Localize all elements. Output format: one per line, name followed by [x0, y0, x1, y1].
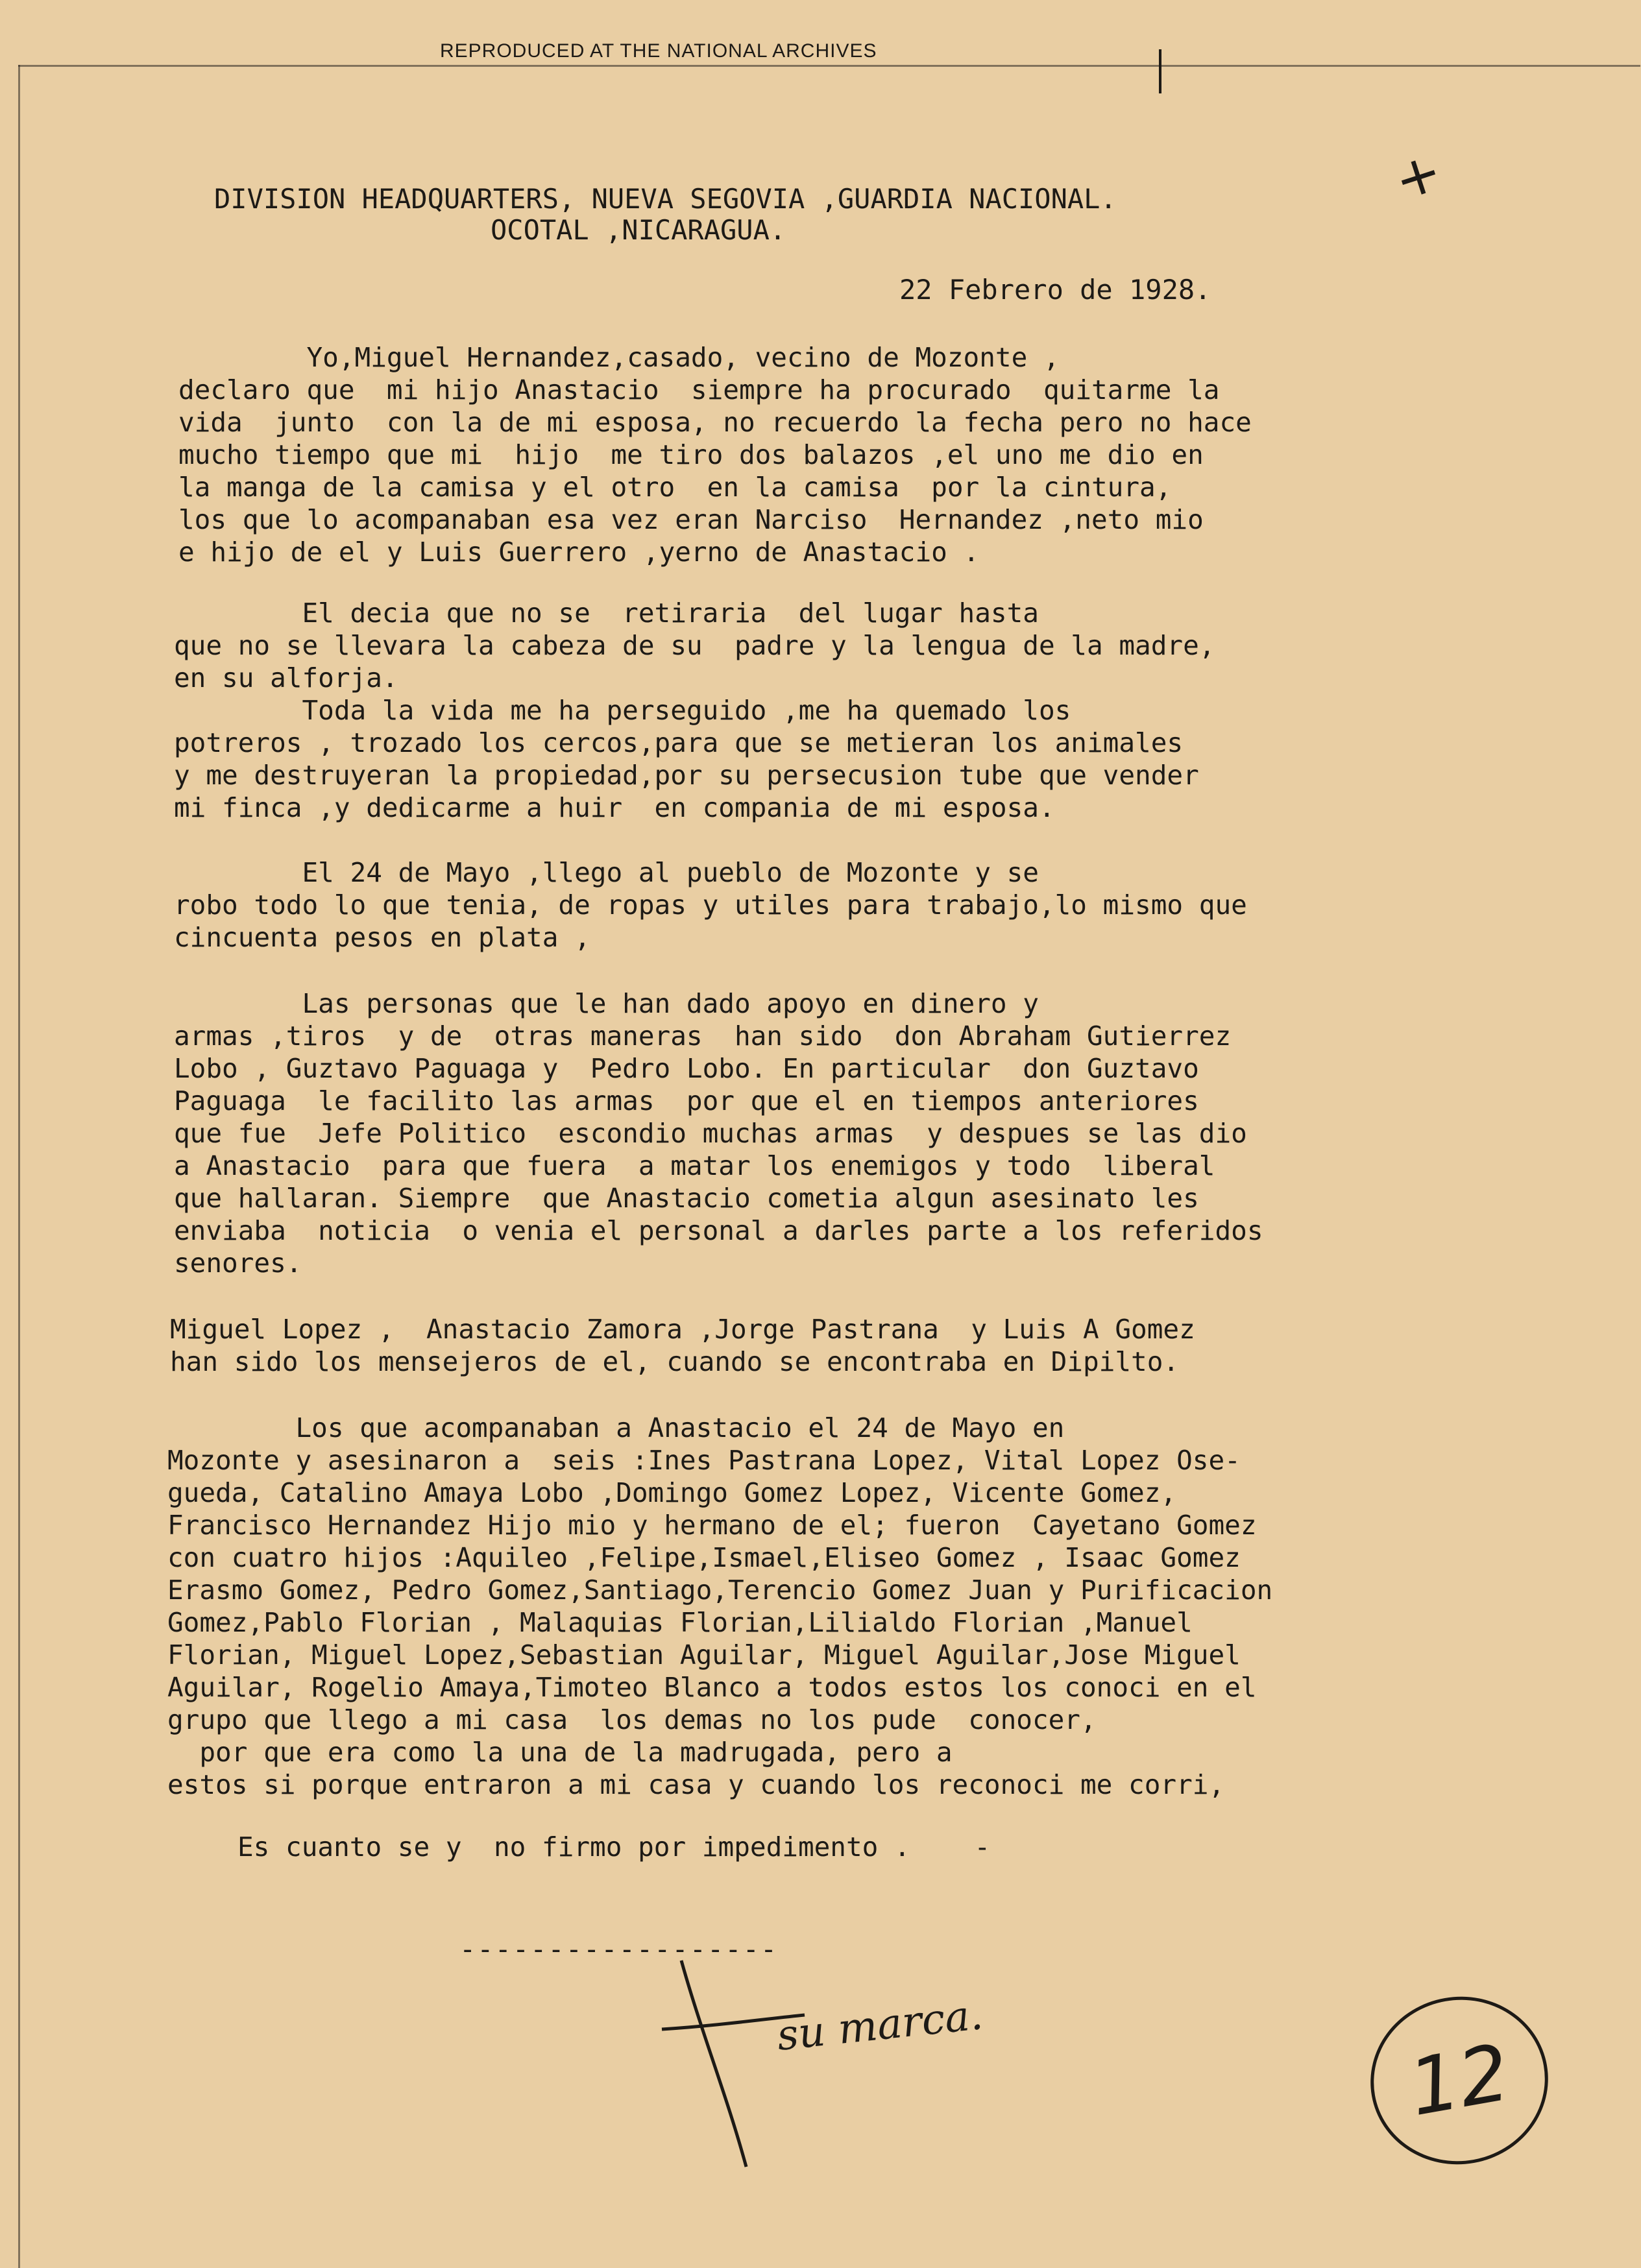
paragraph-2: El decia que no se retiraria del lugar hasta que no se llevara la cabeza de su padre y la lengua de la madre, en su alforja. — [174, 597, 1215, 694]
page-number-circle — [1357, 1983, 1562, 2178]
paragraph-5: Las personas que le han dado apoyo en dinero y armas ,tiros y de otras maneras han sido don Abraham Gutierrez Lobo , Guztavo Paguaga y Pedro Lobo. En particular don Guztavo Paguaga le facilito las armas por que el en tiempos anteriores que fue Jefe Politico escondio muchas armas y despues se las dio a Anastacio para que fuera a matar los enemigos y todo liberal que hallaran. Siempre que Anastacio cometia algun asesinato les enviaba noticia o venia el personal a darles parte a los referidos senores. — [174, 988, 1263, 1279]
signature-cross-mark — [642, 1953, 1136, 2173]
signature-line: ------------------ — [459, 1933, 779, 1965]
paragraph-4: El 24 de Mayo ,llego al pueblo de Mozonte y se robo todo lo que tenia, de ropas y utiles para trabajo,lo mismo que cincuenta pesos en plata , — [174, 857, 1247, 953]
archive-stamp: REPRODUCED AT THE NATIONAL ARCHIVES — [440, 40, 877, 62]
closing-statement: Es cuanto se y no firmo por impedimento . - — [237, 1831, 991, 1863]
corner-mark-x: + — [1386, 138, 1450, 213]
page-edge-top — [18, 65, 1640, 67]
paragraph-6: Miguel Lopez , Anastacio Zamora ,Jorge Pastrana y Luis A Gomez han sido los mensejeros de el, cuando se encontraba en Dipilto. — [170, 1314, 1195, 1377]
header-line-1: DIVISION HEADQUARTERS, NUEVA SEGOVIA ,GUARDIA NACIONAL. — [214, 183, 1117, 215]
paragraph-7: Los que acompanaban a Anastacio el 24 de Mayo en Mozonte y asesinaron a seis :Ines Pastrana Lopez, Vital Lopez Ose- gueda, Catalino Amaya Lobo ,Domingo Gomez Lopez, Vicente Gomez, Francisco Hernandez Hijo mio y hermano de el; fueron Cayetano Gomez con cuatro hijos :Aquileo ,Felipe,Ismael,Eliseo Gomez , Isaac Gomez Erasmo Gomez, Pedro Gomez,Santiago,Terencio Gomez Juan y Purificacion Gomez,Pablo Florian , Malaquias Florian,Lilialdo Florian ,Manuel Florian, Miguel Lopez,Sebastian Aguilar, Miguel Aguilar,Jose Miguel Aguilar, Rogelio Amaya,Timoteo Blanco a todos estos los conoci en el grupo que llego a mi casa los demas no los pude conocer, por que era como la una de la madrugada, pero a estos si porque entraron a mi casa y cuando los reconoci me corri, — [167, 1412, 1273, 1800]
signature-mark-text: su marca. — [774, 1991, 986, 2060]
page-number: 12 — [1402, 2027, 1516, 2134]
document-date: 22 Febrero de 1928. — [899, 274, 1211, 306]
paragraph-3: Toda la vida me ha perseguido ,me ha quemado los potreros , trozado los cercos,para que se metieran los animales y me destruyeran la propiedad,por su persecusion tube que vender mi finca ,y dedicarme a huir en compania de mi esposa. — [174, 695, 1199, 823]
page-edge-left — [18, 65, 20, 2268]
margin-tick — [1159, 49, 1161, 93]
header-line-2: OCOTAL ,NICARAGUA. — [491, 214, 786, 246]
paragraph-1: Yo,Miguel Hernandez,casado, vecino de Mozonte , declaro que mi hijo Anastacio siempre ha procurado quitarme la vida junto con la de mi esposa, no recuerdo la fecha pero no hace mucho tiempo que mi hijo me tiro dos balazos ,el uno me dio en la manga de la camisa y el otro en la camisa por la cintura, los que lo acompanaban esa vez eran Narciso Hernandez ,neto mio e hijo de el y Luis Guerrero ,yerno de Anastacio . — [178, 342, 1252, 568]
